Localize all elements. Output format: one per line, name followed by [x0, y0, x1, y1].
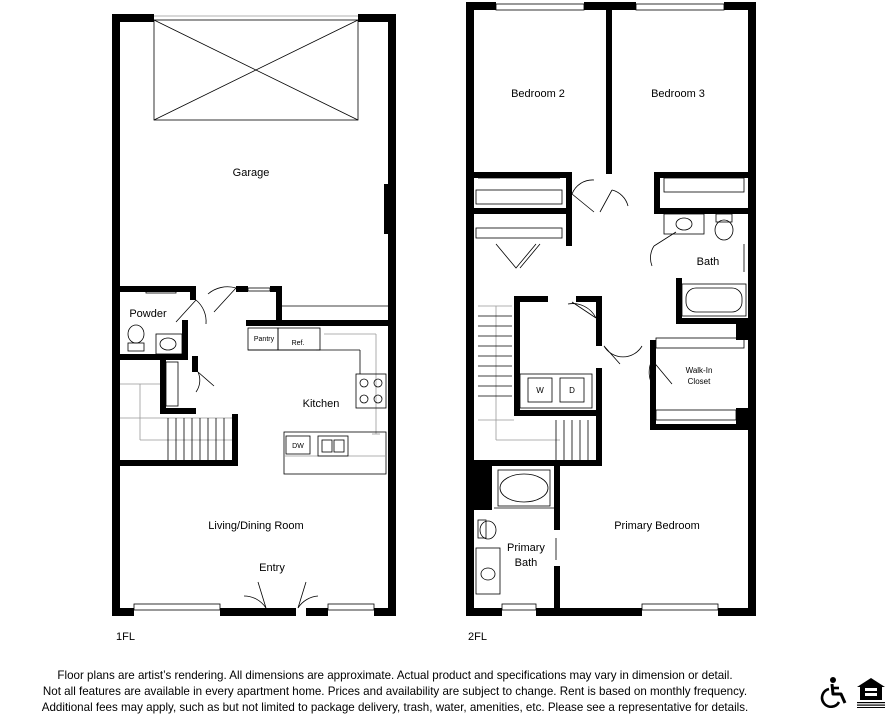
bedroom-2-label: Bedroom 2	[511, 88, 565, 100]
ref-label: Ref.	[291, 340, 305, 347]
dishwasher-label: DW	[292, 443, 304, 450]
powder-label: Powder	[129, 308, 167, 320]
disclaimer-line-2: Not all features are available in every apartment home. Prices and availability are subject to change. Rent is based on monthly frequency.	[42, 685, 748, 698]
disclaimer-line-3: Additional fees may apply, such as but not limited to package delivery, trash, water, amenities, etc. Please see a representative for details.	[41, 701, 749, 714]
floor-1-label: 1FL	[116, 631, 135, 643]
washer-label: W	[536, 386, 544, 395]
dryer-label: D	[569, 386, 575, 395]
floor-2-label: 2FL	[468, 631, 487, 643]
equal-housing-icon	[856, 676, 886, 708]
disclaimer	[0, 668, 790, 716]
bath-label: Bath	[696, 256, 720, 268]
pantry-label: Pantry	[253, 336, 275, 343]
primary-bath-label-1: Primary	[507, 542, 545, 554]
garage-label: Garage	[232, 167, 270, 179]
walk-in-label-1: Walk-In	[685, 366, 713, 375]
living-dining-label: Living/Dining Room	[208, 520, 304, 532]
floor-2-plan	[466, 2, 756, 616]
accessibility-icon	[818, 676, 850, 708]
bedroom-3-label: Bedroom 3	[651, 88, 705, 100]
kitchen-label: Kitchen	[302, 398, 340, 410]
walk-in-label-2: Closet	[687, 377, 711, 386]
primary-bath-label-2: Bath	[514, 557, 538, 569]
disclaimer-line-1: Floor plans are artist’s rendering. All dimensions are approximate. Actual product and specifications may vary in dimension or detail.	[57, 669, 733, 682]
primary-bedroom-label: Primary Bedroom	[614, 520, 700, 532]
entry-label: Entry	[259, 562, 285, 574]
